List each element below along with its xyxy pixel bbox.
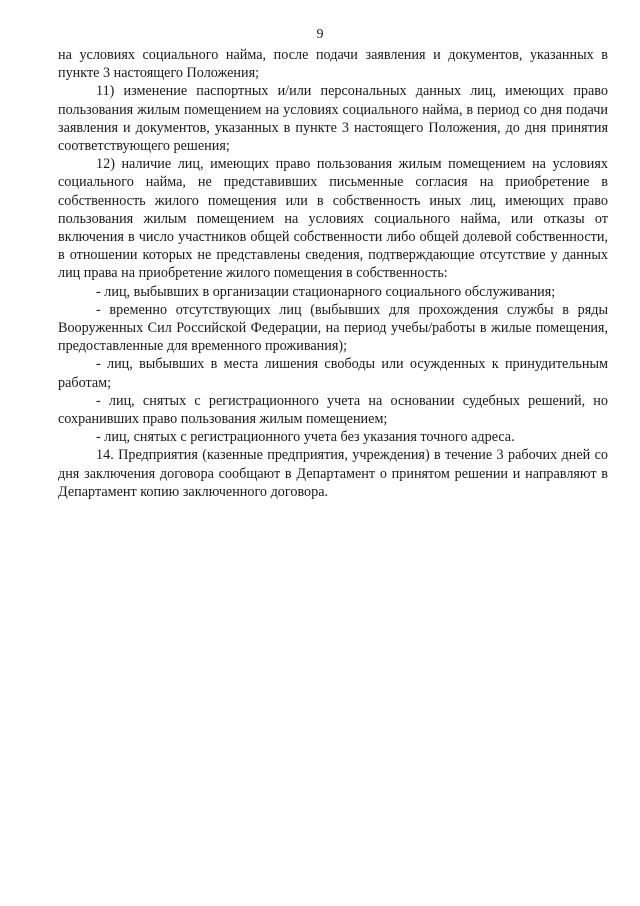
paragraph-item-11: 11) изменение паспортных и/или персональных данных лиц, имеющих право пользования жилым помещением на условиях социального найма, в период со дня подачи заявления и документов, указанных в пункте 3 настоящего Положения, до дня принятия соответствующего решения; <box>58 83 608 155</box>
paragraph-continuation: на условиях социального найма, после подачи заявления и документов, указанных в пункте 3 настоящего Положения; <box>58 47 608 82</box>
paragraph-item-12: 12) наличие лиц, имеющих право пользования жилым помещением на условиях социального найма, не представивших письменные согласия на приобретение в собственность жилого помещения или в собственность иных лиц, имеющих право пользования жилым помещением на условиях социального найма, или отказы от включения в число участников общей собственности либо общей долевой собственности, в отношении которых не представлены сведения, подтверждающие отсутствие у данных лиц права на приобретение жилого помещения в собственность: <box>58 156 608 282</box>
document-body <box>58 46 608 501</box>
list-item: - лиц, снятых с регистрационного учета на основании судебных решений, но сохранивших право пользования жилым помещением; <box>58 392 608 428</box>
list-item: - лиц, выбывших в организации стационарного социального обслуживания; <box>96 283 556 300</box>
list-item: - лиц, снятых с регистрационного учета без указания точного адреса. <box>96 429 515 446</box>
list-item: - лиц, выбывших в места лишения свободы или осужденных к принудительным работам; <box>58 356 608 391</box>
page-number: 9 <box>316 27 324 42</box>
list-item: - временно отсутствующих лиц (выбывших для прохождения службы в ряды Вооруженных Сил Российской Федерации, на период учебы/работы в жилые помещения, предоставленные для временного проживания); <box>58 301 608 355</box>
paragraph-item-14: 14. Предприятия (казенные предприятия, учреждения) в течение 3 рабочих дней со дня заключения договора сообщают в Департамент о принятом решении и направляют в Департамент копию заключенного договора. <box>58 447 608 500</box>
